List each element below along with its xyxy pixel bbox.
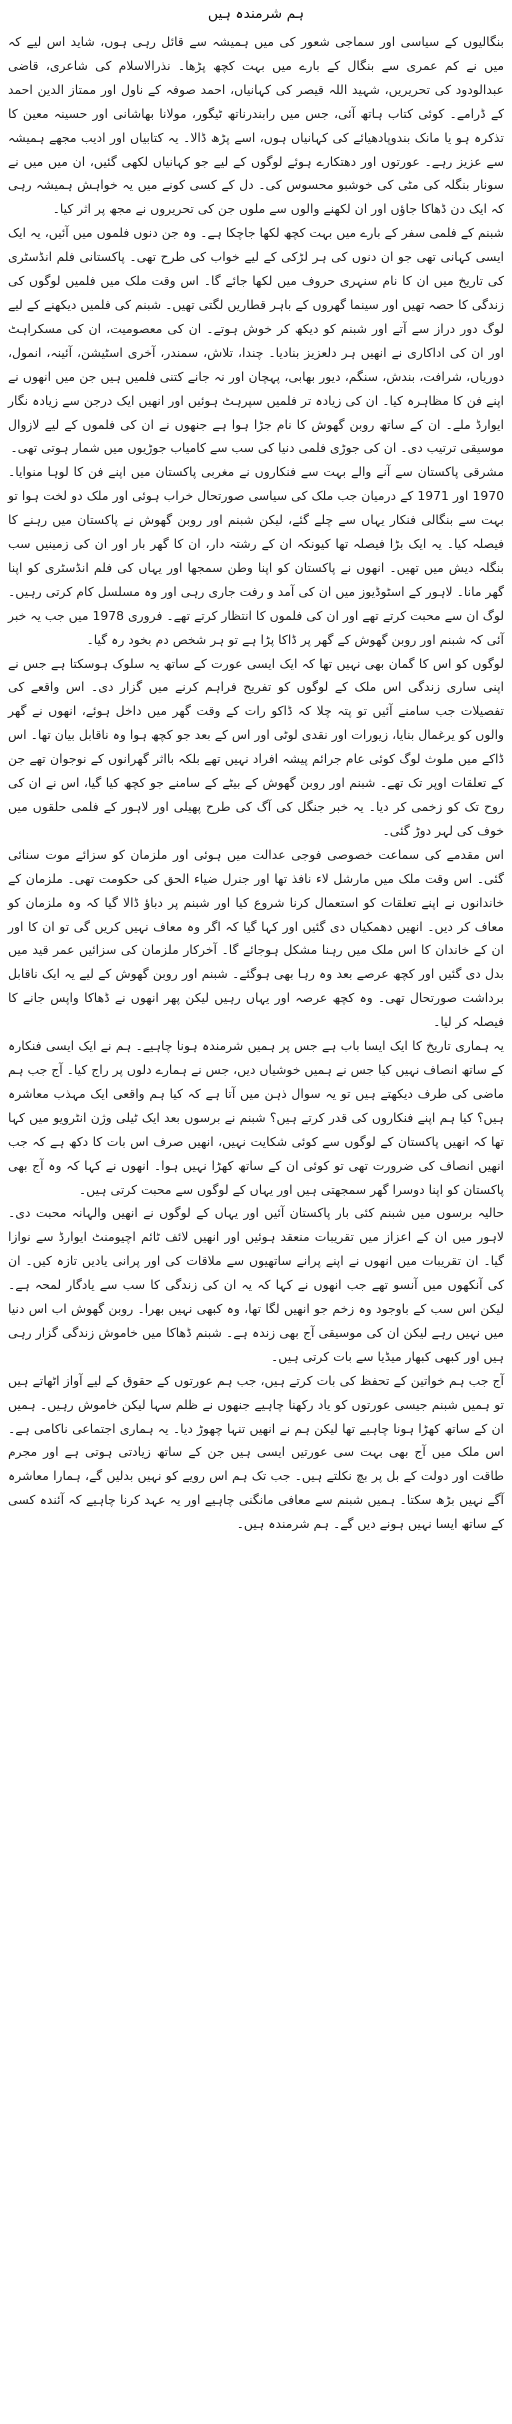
article-paragraph-7: حالیہ برسوں میں شبنم کئی بار پاکستان آئیں اور یہاں کے لوگوں نے انھیں والہانہ محبت دی۔ لاہور میں ان کے اعزاز میں تقریبات منعقد ہوئیں اور انھیں لائف ٹائم اچیومنٹ ایوارڈ سے نوازا گیا۔ ان تقریبات میں انھوں نے اپنے پرانے ساتھیوں سے ملاقات کی اور پرانی یادیں تازہ کیں۔ ان کی آنکھوں میں آنسو تھے جب انھوں نے کہا کہ یہ ان کی زندگی کا سب سے یادگار لمحہ ہے۔ لیکن اس سب کے باوجود وہ زخم جو انھیں لگا تھا، وہ کبھی نہیں بھرا۔ روبن گھوش اب اس دنیا میں نہیں رہے لیکن ان کی موسیقی آج بھی زندہ ہے۔ شبنم ڈھاکا میں خاموش زندگی گزار رہی ہیں اور کبھی کبھار میڈیا سے بات کرتی ہیں۔ xyxy=(8,1205,504,1364)
article-paragraph-4: لوگوں کو اس کا گمان بھی نہیں تھا کہ ایک ایسی عورت کے ساتھ یہ سلوک ہوسکتا ہے جس نے اپنی ساری زندگی اس ملک کے لوگوں کو تفریح فراہم کرنے میں گزار دی۔ اس واقعے کی تفصیلات جب سامنے آئیں تو پتہ چلا کہ ڈاکو رات کے وقت گھر میں داخل ہوئے، انھوں نے گھر والوں کو یرغمال بنایا، زیورات اور نقدی لوٹی اور اس کے بعد جو کچھ ہوا وہ ناقابل بیان تھا۔ اس ڈاکے میں ملوث لوگ کوئی عام جرائم پیشہ افراد نہیں تھے بلکہ بااثر گھرانوں کے نوجوان تھے جن کے تعلقات اوپر تک تھے۔ شبنم اور روبن گھوش کے بیٹے کے سامنے جو کچھ کیا گیا، اس نے ان کی روح تک کو زخمی کر دیا۔ یہ خبر جنگل کی آگ کی طرح پھیلی اور لاہور کے فلمی حلقوں میں خوف کی لہر دوڑ گئی۔ xyxy=(8,655,504,838)
article-body xyxy=(8,30,504,1536)
article-paragraph-6: یہ ہماری تاریخ کا ایک ایسا باب ہے جس پر ہمیں شرمندہ ہونا چاہیے۔ ہم نے ایک ایسی فنکارہ کے ساتھ انصاف نہیں کیا جس نے ہمیں خوشیاں دیں، جس نے ہمارے دلوں پر راج کیا۔ آج جب ہم ماضی کی طرف دیکھتے ہیں تو یہ سوال ذہن میں آتا ہے کہ کیا ہم واقعی ایک مہذب معاشرہ ہیں؟ کیا ہم اپنے فنکاروں کی قدر کرتے ہیں؟ شبنم نے برسوں بعد ایک ٹیلی وژن انٹرویو میں کہا تھا کہ انھیں پاکستان کے لوگوں سے کوئی شکایت نہیں، انھیں صرف اس بات کا دکھ ہے کہ جب انھیں انصاف کی ضرورت تھی تو کوئی ان کے ساتھ کھڑا نہیں ہوا۔ انھوں نے کہا کہ وہ آج بھی پاکستان کو اپنا دوسرا گھر سمجھتی ہیں اور یہاں کے لوگوں سے محبت کرتی ہیں۔ xyxy=(8,1038,504,1197)
article-paragraph-8: آج جب ہم خواتین کے تحفظ کی بات کرتے ہیں، جب ہم عورتوں کے حقوق کے لیے آواز اٹھاتے ہیں تو ہمیں شبنم جیسی عورتوں کو یاد رکھنا چاہیے جنھوں نے ظلم سہا لیکن خاموش رہیں۔ ہمیں ان کے ساتھ کھڑا ہونا چاہیے تھا لیکن ہم نے انھیں تنہا چھوڑ دیا۔ یہ ہماری اجتماعی ناکامی ہے۔ اس ملک میں آج بھی بہت سی عورتیں ایسی ہیں جن کے ساتھ زیادتی ہوتی ہے اور مجرم طاقت اور دولت کے بل پر بچ نکلتے ہیں۔ جب تک ہم اس رویے کو نہیں بدلیں گے، ہمارا معاشرہ آگے نہیں بڑھ سکتا۔ ہمیں شبنم سے معافی مانگنی چاہیے اور یہ عہد کرنا چاہیے کہ آئندہ کسی کے ساتھ ایسا نہیں ہونے دیں گے۔ ہم شرمندہ ہیں۔ xyxy=(8,1372,504,1532)
article-paragraph-5: اس مقدمے کی سماعت خصوصی فوجی عدالت میں ہوئی اور ملزمان کو سزائے موت سنائی گئی۔ اس وقت ملک میں مارشل لاء نافذ تھا اور جنرل ضیاء الحق کی حکومت تھی۔ ملزمان کے خاندانوں نے اپنے تعلقات کو استعمال کرنا شروع کیا اور شبنم پر دباؤ ڈالا گیا کہ وہ ملزمان کو معاف کر دیں۔ انھیں دھمکیاں دی گئیں اور کہا گیا کہ اگر وہ معاف نہیں کریں گی تو ان کا اور ان کے خاندان کا اس ملک میں رہنا مشکل ہوجائے گا۔ آخرکار ملزمان کی سزائیں عمر قید میں بدل دی گئیں اور کچھ عرصے بعد وہ رہا بھی ہوگئے۔ شبنم اور روبن گھوش کے لیے یہ ایک ناقابل برداشت صورتحال تھی۔ وہ کچھ عرصہ اور یہاں رہیں لیکن پھر انھوں نے ڈھاکا واپس جانے کا فیصلہ کر لیا۔ xyxy=(8,846,504,1030)
article-title: ہم شرمندہ ہیں xyxy=(207,6,305,22)
article-paragraph-2: شبنم کے فلمی سفر کے بارے میں بہت کچھ لکھا جاچکا ہے۔ وہ جن دنوں فلموں میں آئیں، یہ ایک ایسی کہانی تھی جو ان دنوں کی ہر لڑکی کے لیے خواب کی طرح تھی۔ پاکستانی فلم انڈسٹری کی تاریخ میں ان کا نام سنہری حروف میں لکھا جائے گا۔ اس وقت ملک میں فلمیں لوگوں کی زندگی کا حصہ تھیں اور سینما گھروں کے باہر قطاریں لگتی تھیں۔ شبنم کی فلمیں دیکھنے کے لیے لوگ دور دراز سے آتے اور شبنم کو دیکھ کر خوش ہوتے۔ ان کی معصومیت، ان کی مسکراہٹ اور ان کی اداکاری نے انھیں ہر دلعزیز بنادیا۔ چندا، تلاش، سمندر، آخری اسٹیشن، آئینہ، انمول، دوریاں، شرافت، بندش، سنگم، دیور بھابی، پہچان اور نہ جانے کتنی فلمیں ہیں جن میں انھوں نے اپنے فن کا مظاہرہ کیا۔ ان کی زیادہ تر فلمیں سپرہٹ ہوئیں اور انھیں ایک درجن سے زیادہ نگار ایوارڈ ملے۔ ان کے ساتھ روبن گھوش کا نام جڑا ہوا ہے جنھوں نے ان کی فلموں کے لیے لازوال موسیقی ترتیب دی۔ ان کی جوڑی فلمی دنیا کی سب سے کامیاب جوڑیوں میں شمار ہوتی تھی۔ xyxy=(8,225,504,456)
article-paragraph-1: بنگالیوں کے سیاسی اور سماجی شعور کی میں ہمیشہ سے قائل رہی ہوں، شاید اس لیے کہ میں نے کم عمری سے بنگال کے بارے میں بہت کچھ پڑھا۔ نذرالاسلام کی شاعری، قاضی عبدالودود کی تحریریں، شہید اللہ قیصر کی کہانیاں، احمد صوفہ کے ناول اور ممتاز الدین احمد کے ڈرامے۔ کوئی کتاب ہاتھ آئی، جس میں رابندرناتھ ٹیگور، مولانا بھاشانی اور حسینہ معین کا تذکرہ ہو یا مانک بندوپادھیائے کی کہانیاں ہوں، اسے پڑھ ڈالا۔ یہ کتابیاں اور ادیب مجھے ہمیشہ سے عزیز رہے۔ عورتوں اور دھتکارے ہوئے لوگوں کے لیے جو کہانیاں لکھی گئیں، ان میں میں نے سونار بنگلہ کی مٹی کی خوشبو محسوس کی۔ دل کے کسی کونے میں یہ خواہش ہمیشہ رہی کہ ایک دن ڈھاکا جاؤں اور ان لکھنے والوں سے ملوں جن کی تحریروں نے مجھ پر اثر کیا۔ xyxy=(8,34,504,217)
article-paragraph-3: مشرقی پاکستان سے آنے والے بہت سے فنکاروں نے مغربی پاکستان میں اپنے فن کا لوہا منوایا۔ 1970 اور 1971 کے درمیان جب ملک کی سیاسی صورتحال خراب ہوئی اور ملک دو لخت ہوا تو بہت سے بنگالی فنکار یہاں سے چلے گئے، لیکن شبنم اور روبن گھوش نے پاکستان میں رہنے کا فیصلہ کیا۔ یہ ایک بڑا فیصلہ تھا کیونکہ ان کے رشتہ دار، ان کا گھر بار اور ان کی زمینیں سب بنگلہ دیش میں تھیں۔ انھوں نے پاکستان کو اپنا وطن سمجھا اور یہاں کی فلم انڈسٹری کو اپنا گھر مانا۔ لاہور کے اسٹوڈیوز میں ان کی آمد و رفت جاری رہی اور وہ مسلسل کام کرتی رہیں۔ لوگ ان سے محبت کرتے تھے اور ان کی فلموں کا انتظار کرتے تھے۔ فروری 1978 میں جب یہ خبر آئی کہ شبنم اور روبن گھوش کے گھر پر ڈاکا پڑا ہے تو ہر شخص دم بخود رہ گیا۔ xyxy=(8,464,504,647)
